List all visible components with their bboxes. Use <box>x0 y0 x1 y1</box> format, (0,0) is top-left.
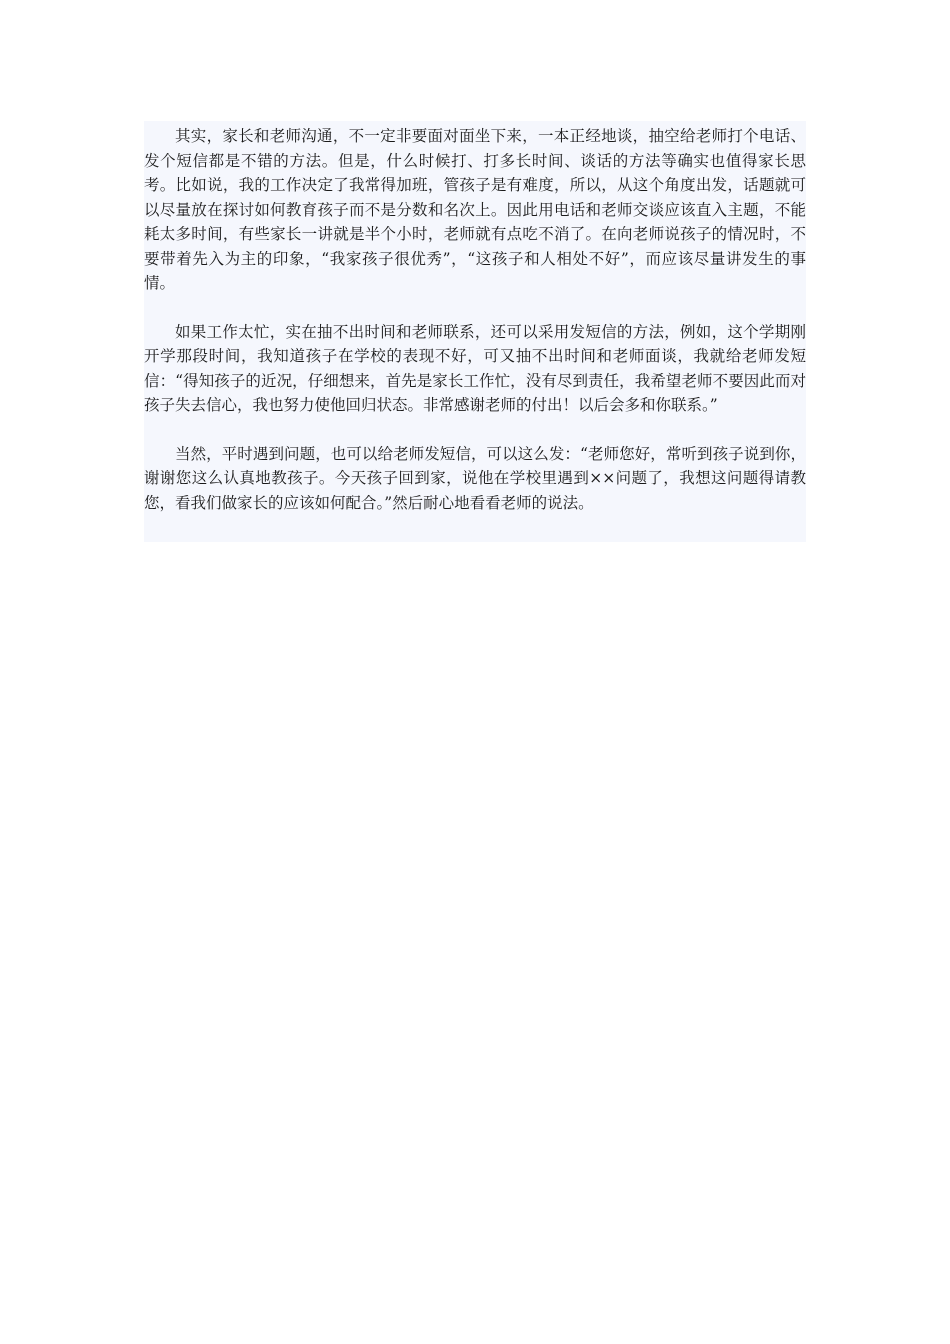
paragraph-1: 其实，家长和老师沟通，不一定非要面对面坐下来，一本正经地谈，抽空给老师打个电话、发个短信都是不错的方法。但是，什么时候打、打多长时间、谈话的方法等确实也值得家长思考。比如说，我的工作决定了我常得加班，管孩子是有难度，所以，从这个角度出发，话题就可以尽量放在探讨如何教育孩子而不是分数和名次上。因此用电话和老师交谈应该直入主题，不能耗太多时间，有些家长一讲就是半个小时，老师就有点吃不消了。在向老师说孩子的情况时，不要带着先入为主的印象，“我家孩子很优秀”，“这孩子和人相处不好”，而应该尽量讲发生的事情。 <box>144 127 806 292</box>
paragraph-3: 当然，平时遇到问题，也可以给老师发短信，可以这么发：“老师您好，常听到孩子说到你，谢谢您这么认真地教孩子。今天孩子回到家，说他在学校里遇到××问题了，我想这问题得请教您，看我们做家长的应该如何配合。”然后耐心地看看老师的说法。 <box>144 444 806 512</box>
text-block <box>144 121 806 542</box>
paragraph-2: 如果工作太忙，实在抽不出时间和老师联系，还可以采用发短信的方法，例如，这个学期刚开学那段时间，我知道孩子在学校的表现不好，可又抽不出时间和老师面谈，我就给老师发短信：“得知孩子的近况，仔细想来，首先是家长工作忙，没有尽到责任，我希望老师不要因此而对孩子失去信心，我也努力使他回归状态。非常感谢老师的付出！以后会多和你联系。” <box>144 322 806 414</box>
